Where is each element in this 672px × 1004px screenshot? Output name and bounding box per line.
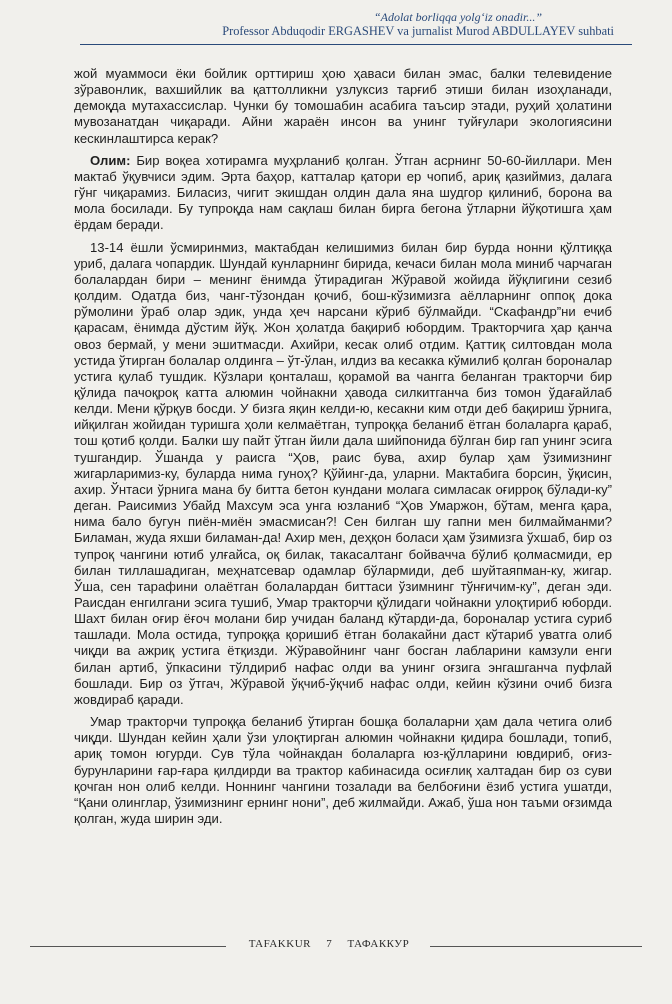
paragraph-text: Бир воқеа хотирамга муҳрланиб қолган. Ўтган асрнинг 50-60-йиллари. Мен мактаб ўқувчиси эдим. Эрта баҳор, катталар қатори ер чопиб, ариқ қазиймиз, далага гўнг чиқарамиз. Биласиз, чигит экишдан олдин дала яна шудгор қилиниб, борона ва мола босилади. Бу тупроқда нам сақлаш билан бирга бегона ўтларни йўқотишга ҳам ёрдам беради. bbox=[74, 152, 612, 233]
paragraph bbox=[74, 240, 612, 709]
header-quote: “Adolat borliqqa yolg‘iz onadir...” bbox=[373, 10, 542, 24]
paragraph-text: 13-14 ёшли ўсмиринмиз, мактабдан келишимиз билан бир бурда нонни қўлтиққа уриб, далага чопардик. Шундай кунларнинг бирида, кечаси билан мола миниб чарчаган болалардан бири – менинг ёнимда ўтирадиган Жўравой жойида йўқлигини сезиб қолдим. Одатда биз, чанг-тўзондан қочиб, бош-кўзимизга аёлларнинг оппоқ дока рўмолини ўраб олар эдик, унда ҳеч нарсани кўриб бўлмайди. “Скафандр”ни ечиб қарасам, ёнимда дўстим йўқ. Жон ҳолатда бақириб юбордим. Тракторчига ҳар қанча овоз бермай, у мени эшитмасди. Ахийри, кесак олиб отдим. Қаттиқ силтовдан мола устида ўтирган болалар олдинга – ўт-ўлан, илдиз ва кесакка кўмилиб қолган бороналар устига қулаб тушдик. Кўзлари қонталаш, қорамой ва чангга беланган тракторчи бир қўлида пачоқроқ катта алюмин чойнакни ҳавода силкитганча биз томон ўдағайлаб келди. Мени қўрқув босди. У бизга яқин келди-ю, кесакни ким отди деб бақириш ўрнига, ийқилган жойидан туришга ҳоли келмаётган, тупроққа беланиб ётган болаларга қараб, тош қотиб қолди. Балки шу пайт ўтган йили дала шийпонида бўлган бир гап унинг эсига тушгандир. Ўшанда у раисга “Ҳов, раис бува, ахир булар ҳам ўзимизнинг жигарларимиз-ку, буларда нима гуноҳ? Қўйинг-да, уларни. Мактабига борсин, ўқисин, ахир. Ўнтаси ўрнига мана бу битта бетон кундани молага симласак оғирроқ бўлади-ку” деган. Раисимиз Убайд Махсум эса унга юзланиб “Ҳов Умаржон, бўтам, менга қара, нима бало бугун пиён-миён эмасмисан?! Сен билган шу гапни мен билмайманми? Биламан, жуда яхши биламан-да! Ахир мен, деҳқон боласи ҳам ўзимизга ўхшаб, бир оз тупроқ чангини ютиб улғайса, оқ билак, такасалтанг бойвачча бўлиб қолмасмиди, ер билан тиллашадиган, меҳнатсевар одамлар бўлармиди, деб шуйтаяпман-ку, жигар. Ўша, сен тарафини олаётган болалардан биттаси ўзимнинг тўнғичим-ку”, деган эди. Раисдан енгилгани эсига тушиб, Умар тракторчи қўлидаги чойнакни улоқтириб юборди. Шахт билан оғир ёғоч молани бир учидан баланд кўтарди-да, бороналар устига суриб ташлади. Мола остида, тупроққа қоришиб ётган болакайни даст кўтариб уватга олиб чиқди ва ажриқ устига ётқизди. Жўравойнинг чанг босган лабларини камзули енги билан артиб, ўпкасини тўлдириб нафас олди ва унинг оғзига энгашганча пуфлай бошлади. Бир оз ўтгач, Жўравой ўқчиб-ўқчиб нафас олди, кейин кўзини очиб бизга жовдираб қаради. bbox=[74, 239, 612, 707]
paragraph bbox=[74, 714, 612, 827]
page-number: 7 bbox=[326, 938, 333, 950]
running-header bbox=[0, 10, 672, 38]
footer-rule-right bbox=[430, 946, 642, 947]
footer-rule-left bbox=[30, 946, 226, 947]
header-subtitle: Professor Abduqodir ERGASHEV va jurnalist Murod ABDULLAYEV suhbati bbox=[222, 24, 614, 38]
footer-center bbox=[236, 938, 422, 950]
article-body bbox=[74, 66, 612, 833]
paragraph-text: жой муаммоси ёки бойлик орттириш ҳою ҳаваси билан эмас, балки телевидение зўравонлик, вахшийлик ва қаттолликни узлуксиз тарғиб этиши билан изоҳланади, демоқда мутахассислар. Чунки бу томошабин асабига таъсир этади, руҳий ҳолатини мувозанатдан чиқаради. Айни жараён инсон ва унинг туйғулари экологиясини кескинлаштирса керак? bbox=[74, 66, 612, 146]
paragraph bbox=[74, 153, 612, 234]
footer-label-latin: TAFAKKUR bbox=[248, 938, 311, 950]
paragraph bbox=[74, 66, 612, 147]
header-divider bbox=[80, 44, 632, 45]
speaker-label: Олим: bbox=[90, 152, 131, 168]
paragraph-text: Умар тракторчи тупроққа беланиб ўтирган бошқа болаларни ҳам дала четига олиб чиқди. Шундан кейин ҳали ўзи улоқтирган алюмин чойнакни қидира бошлади, топиб, ариқ томон югурди. Сув тўла чойнакдан болаларга юз-қўлларини ювдириб, оғиз-бурунларини ғар-ғара қилдирди ва трактор кабинасида осиғлиқ халтадан бир оз суви қочган нон олиб келди. Ноннинг чангини тозалади ва белбоғини ёзиб устига ушатди, “Қани олинглар, ўзимизнинг ернинг нони”, деб жилмайди. Ажаб, ўша нон таъми оғзимда қолган, жуда ширин эди. bbox=[74, 714, 612, 827]
page-footer bbox=[0, 938, 672, 954]
footer-label-cyrillic: ТАФАККУР bbox=[347, 938, 410, 950]
